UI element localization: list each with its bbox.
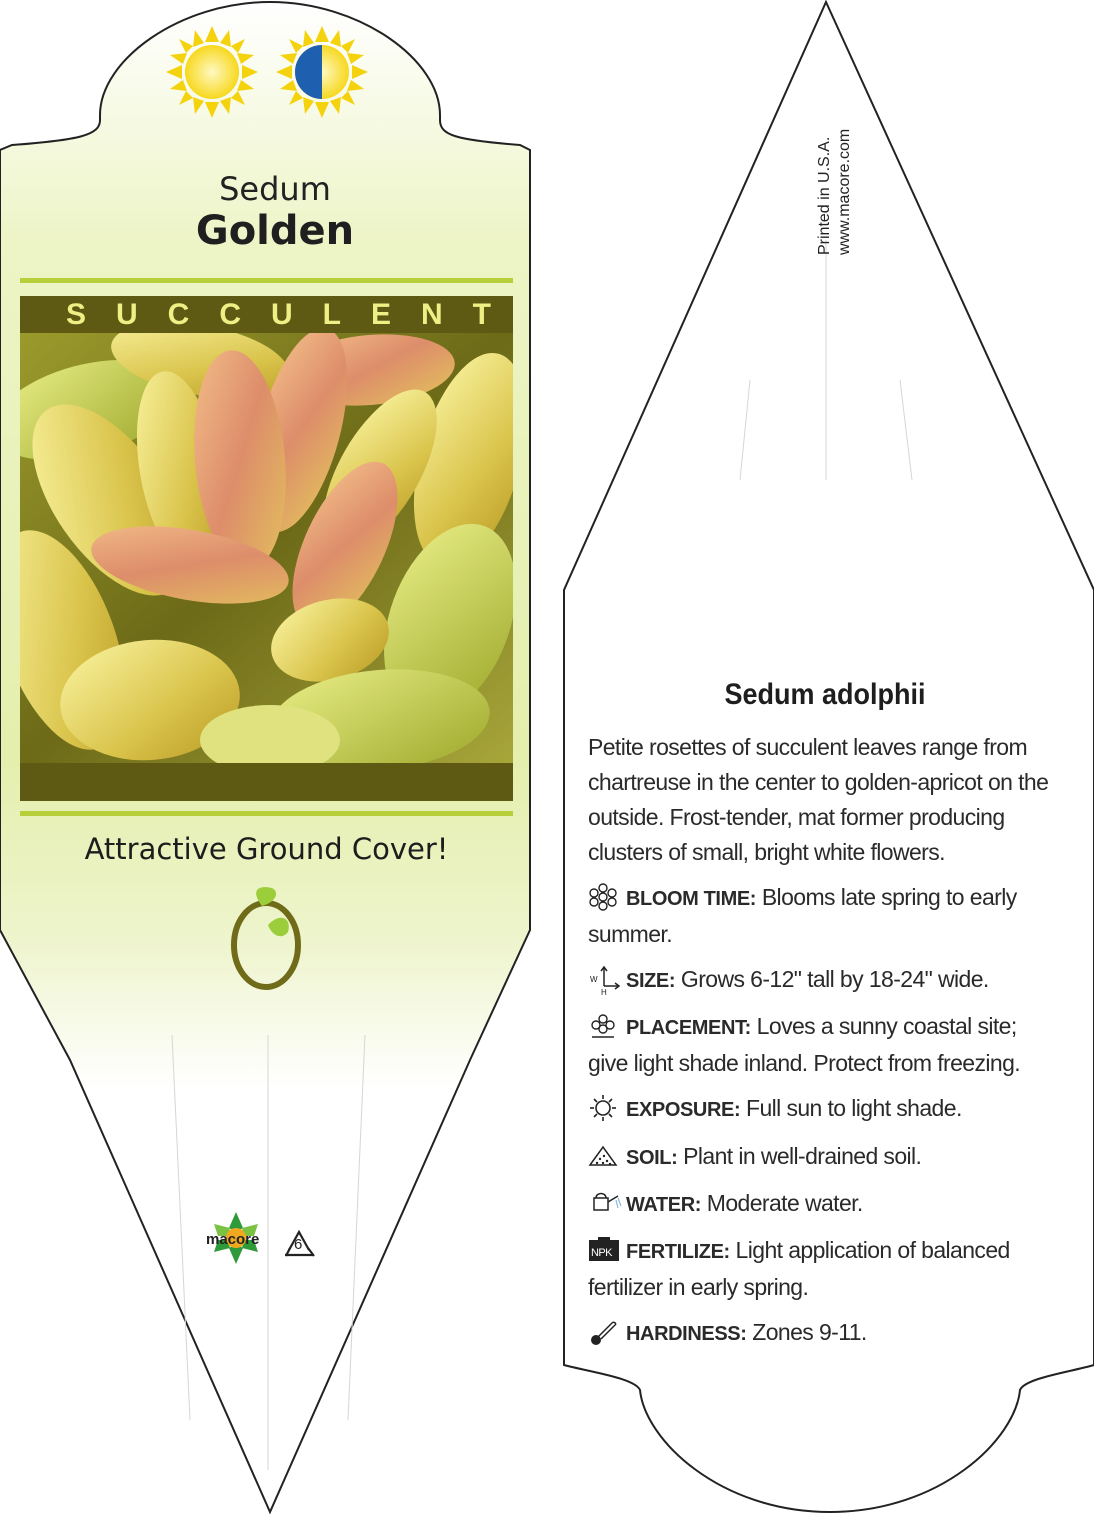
care-text: Plant in well-drained soil. [677,1143,922,1169]
category-text: SUCCULENT [66,298,521,331]
care-label: HARDINESS: [626,1323,747,1345]
plant-genus: Sedum [219,170,331,208]
plant-description: Petite rosettes of succulent leaves range from chartreuse in the center to golden-apricot on the outside. Frost-tender, mat former producing clusters of small, bright white flowers. [588,734,1049,865]
care-text: Zones 9-11. [746,1319,867,1345]
care-label: BLOOM TIME: [626,888,757,910]
care-text: Moderate water. [701,1190,863,1216]
care-fertilize [588,1233,1058,1305]
tagline: Attractive Ground Cover! [84,832,449,866]
printed-info [815,45,855,255]
thermometer-icon [588,1319,622,1345]
succulent-photo [0,310,547,779]
svg-text:W: W [590,975,597,984]
botanical-name: Sedum adolphii [724,678,926,711]
recycle-code: 6 [294,1236,303,1253]
care-label: SOIL: [626,1147,678,1169]
svg-text:NPK: NPK [591,1247,612,1259]
care-hardiness [588,1315,1058,1352]
npk-icon [588,1237,622,1263]
placement-icon [588,1013,622,1039]
website: www.macore.com [836,128,853,255]
care-label: WATER: [626,1194,701,1216]
care-placement [588,1009,1058,1081]
sun-icon [588,1095,622,1121]
care-label: FERTILIZE: [626,1241,730,1263]
care-soil [588,1139,1058,1176]
plant-cultivar: Golden [195,208,355,254]
soil-icon [588,1143,622,1169]
care-water [588,1186,1058,1223]
care-label: SIZE: [626,970,676,992]
care-bloom-time [588,880,1058,952]
care-exposure [588,1091,1058,1128]
care-text: Full sun to light shade. [740,1095,962,1121]
category-label [20,296,521,334]
printed-country: Printed in U.S.A. [816,136,833,255]
flower-icon [588,884,622,910]
brand-name: macore [206,1231,260,1248]
care-text: Grows 6-12" tall by 18-24" wide. [675,966,989,992]
part-sun-icon [276,26,368,118]
svg-text:H: H [601,988,607,997]
watering-can-icon [588,1188,622,1214]
full-sun-icon [166,26,258,118]
care-text: Loves a sunny coastal site; give light shade inland. Protect from freezing. [588,1013,1021,1076]
care-text: Light application of balanced fertilizer in early spring. [588,1237,1010,1300]
care-size [588,962,1058,999]
size-icon [588,966,622,997]
care-label: EXPOSURE: [626,1099,741,1121]
care-text: Blooms late spring to early summer. [588,884,1017,947]
care-label: PLACEMENT: [626,1017,751,1039]
